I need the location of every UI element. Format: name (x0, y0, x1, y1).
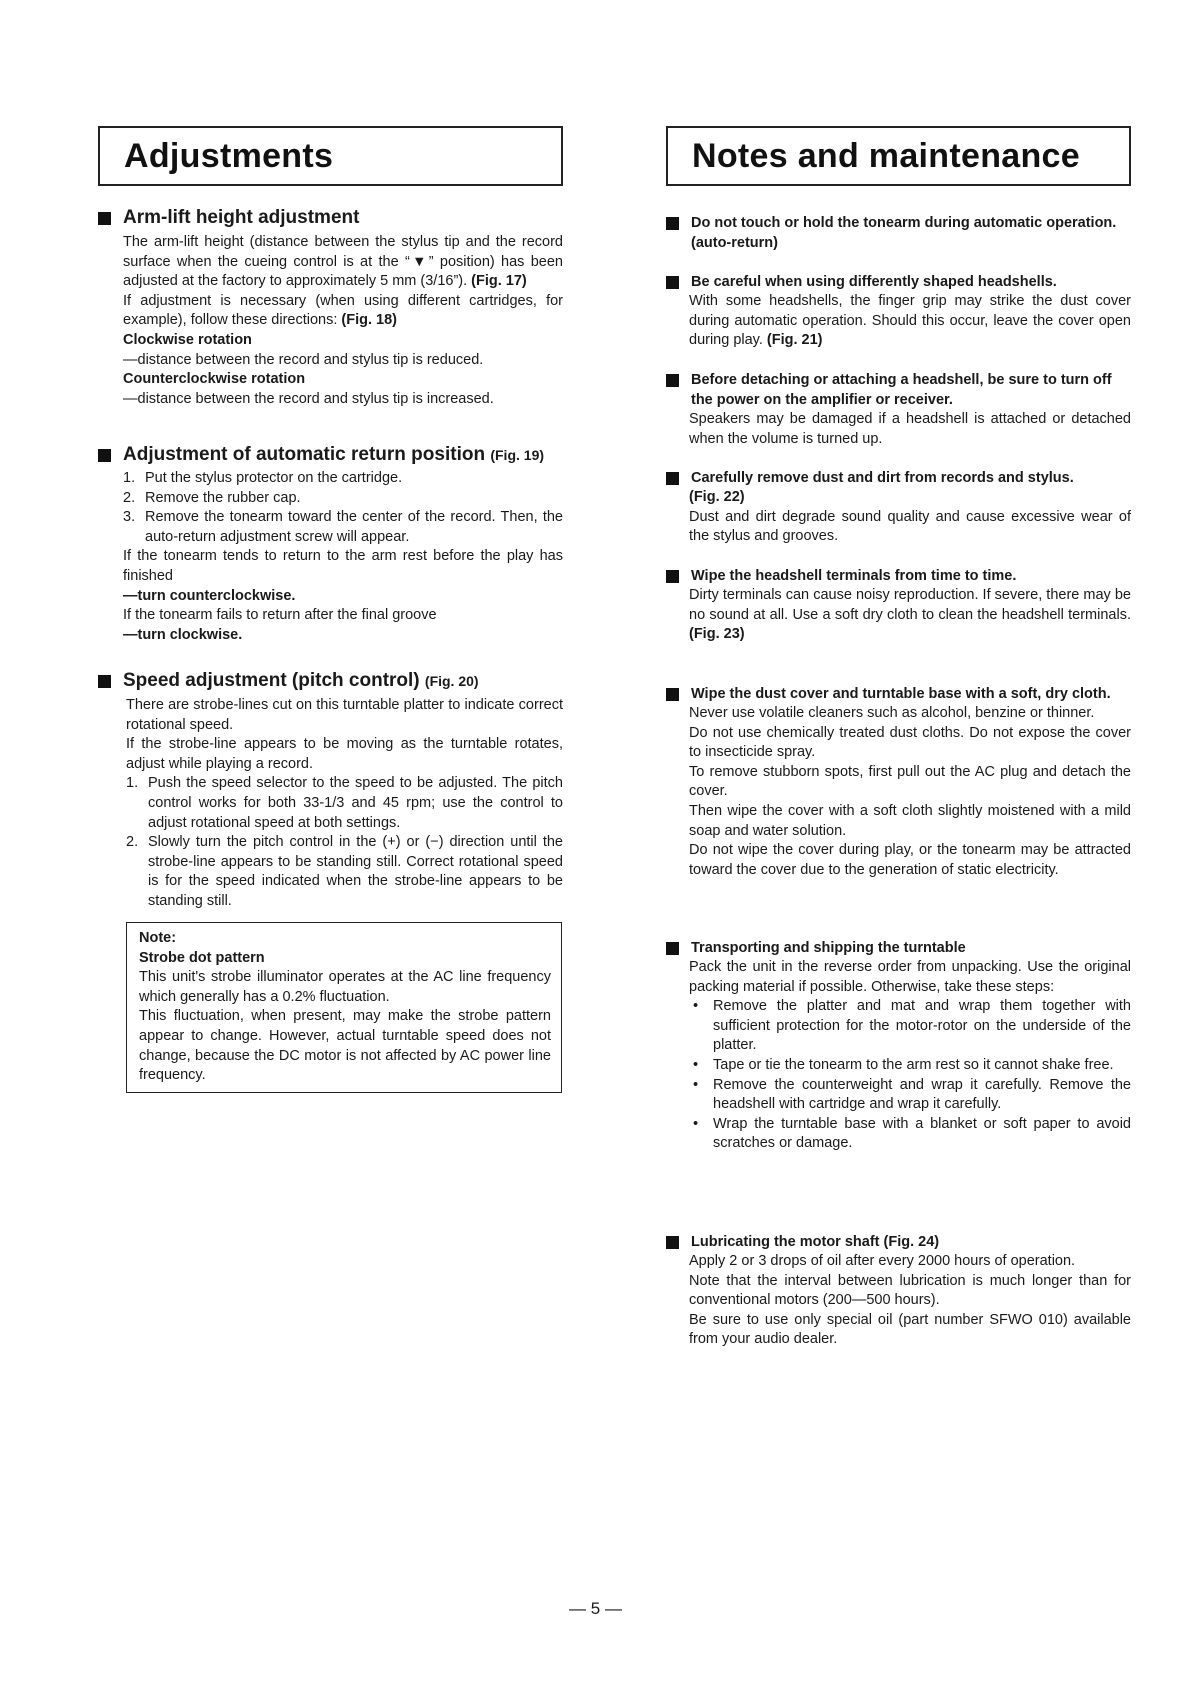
headshell-shape-heading: Be careful when using differently shaped headshells. (691, 274, 1057, 290)
square-bullet-icon (666, 472, 679, 485)
speed-body (98, 696, 563, 912)
dust-cover-section (666, 684, 1131, 880)
note-tonearm-section (666, 213, 1131, 253)
square-bullet-icon (666, 217, 679, 230)
headshell-shape-text: With some headshells, the finger grip may strike the dust cover during automatic operation. Should this occur, leave the cover open during play. (Fig. 21) (689, 293, 1131, 349)
transport-section (666, 938, 1131, 1154)
square-bullet-icon (666, 570, 679, 583)
speed-section (98, 670, 563, 912)
section-title-notes-maintenance: Notes and maintenance (666, 126, 1131, 186)
step-item: 3. Remove the tonearm toward the center of the record. Then, the auto-return adjustment screw will appear. (123, 509, 563, 545)
speed-paragraph-1: There are strobe-lines cut on this turntable platter to indicate correct rotational speed. (126, 697, 563, 733)
square-bullet-icon (98, 449, 111, 462)
note-box (126, 922, 562, 1093)
terminals-text: Dirty terminals can cause noisy reproduction. If severe, there may be no sound at all. Use a soft dry cloth to clean the headshell terminals. (Fig. 23) (689, 587, 1131, 643)
transport-heading: Transporting and shipping the turntable (691, 940, 966, 956)
right-column (666, 126, 1131, 1348)
list-item: • Remove the counterweight and wrap it carefully. Remove the headshell with cartridge and wrap it carefully. (693, 1076, 1131, 1113)
speed-heading-text: Speed adjustment (pitch control) (Fig. 20) (123, 670, 479, 691)
headshell-power-text: Speakers may be damaged if a headshell is attached or detached when the volume is turned up. (689, 411, 1131, 447)
armlift-heading-text: Arm-lift height adjustment (123, 207, 360, 228)
square-bullet-icon (666, 1236, 679, 1249)
fig-ref: (Fig. 17) (471, 273, 527, 290)
armlift-paragraph-1: The arm-lift height (distance between the stylus tip and the record surface when the cueing control is at the “▼” position) has been adjusted at the factory to approximately 5 mm (3/16”). (Fig. 17) (123, 234, 563, 290)
autoreturn-paragraph-1: If the tonearm tends to return to the arm rest before the play has finished (123, 548, 563, 584)
speed-heading (98, 670, 563, 692)
armlift-heading (98, 207, 563, 229)
clockwise-label: Clockwise rotation (123, 331, 252, 348)
dust-cover-paragraph: Then wipe the cover with a soft cloth slightly moistened with a mild soap and water solution. (689, 802, 1131, 839)
headshell-power-heading: Before detaching or attaching a headshell, be sure to turn off the power on the amplifier or receiver. (691, 372, 1112, 408)
autoreturn-heading-text: Adjustment of automatic return position (Fig. 19) (123, 444, 545, 465)
dust-cover-paragraph: Do not wipe the cover during play, or the tonearm may be attracted toward the cover due to the generation of static electricity. (689, 842, 1131, 878)
bullet-dot-icon: • (693, 1115, 699, 1132)
lubrication-paragraph: Apply 2 or 3 drops of oil after every 2000 hours of operation. (689, 1253, 1076, 1269)
dust-records-section (666, 468, 1131, 547)
armlift-section (98, 207, 563, 409)
note-tonearm-heading: Do not touch or hold the tonearm during automatic operation. (auto-return) (691, 215, 1117, 251)
square-bullet-icon (666, 276, 679, 289)
transport-steps (689, 997, 1131, 1154)
armlift-body (98, 233, 563, 409)
fig-ref: (Fig. 21) (766, 332, 823, 349)
section-title-adjustments: Adjustments (98, 126, 563, 186)
fig-ref: (Fig. 22) (689, 489, 745, 505)
bullet-dot-icon: • (693, 1056, 699, 1073)
autoreturn-section (98, 444, 563, 645)
step-item: 2. Remove the rubber cap. (123, 489, 301, 506)
lubrication-paragraph: Be sure to use only special oil (part number SFWO 010) available from your audio dealer. (689, 1311, 1131, 1348)
list-item: • Wrap the turntable base with a blanket or soft paper to avoid scratches or damage. (693, 1115, 1131, 1152)
square-bullet-icon (666, 688, 679, 701)
dust-records-heading: Carefully remove dust and dirt from records and stylus. (691, 470, 1074, 486)
dust-cover-paragraph: Do not use chemically treated dust cloths. Do not expose the cover to insecticide spray. (689, 724, 1131, 761)
note-paragraph-2: This fluctuation, when present, may make the strobe pattern appear to change. However, actual turntable speed does not change, because the DC motor is not affected by AC power line frequency. (139, 1008, 551, 1084)
autoreturn-steps (123, 469, 563, 547)
square-bullet-icon (98, 675, 111, 688)
lubrication-heading: Lubricating the motor shaft (Fig. 24) (691, 1234, 940, 1250)
fig-ref: (Fig. 20) (424, 673, 479, 689)
list-item: • Remove the platter and mat and wrap them together with sufficient protection for the motor-rotor on the underside of the platter. (693, 998, 1131, 1054)
step-item: 1. Put the stylus protector on the cartridge. (123, 470, 403, 486)
autoreturn-heading (98, 444, 563, 466)
speed-steps (126, 774, 563, 911)
note-paragraph-1: This unit's strobe illuminator operates at the AC line frequency which generally has a 0.2% fluctuation. (139, 969, 551, 1005)
terminals-heading: Wipe the headshell terminals from time to time. (691, 568, 1017, 584)
lubrication-paragraph: Note that the interval between lubrication is much longer than for conventional motors (200—500 hours). (689, 1272, 1131, 1309)
dust-cover-heading: Wipe the dust cover and turntable base with a soft, dry cloth. (691, 686, 1111, 702)
left-column (98, 126, 563, 1084)
page-number: — 5 — (569, 1599, 622, 1618)
headshell-power-section (666, 370, 1131, 449)
armlift-paragraph-2: If adjustment is necessary (when using different cartridges, for example), follow these directions: (Fig. 18) (123, 292, 563, 329)
fig-ref: (Fig. 19) (490, 447, 545, 463)
counterclockwise-text: —distance between the record and stylus tip is increased. (123, 390, 494, 407)
square-bullet-icon (666, 942, 679, 955)
square-bullet-icon (98, 212, 111, 225)
fig-ref: (Fig. 23) (689, 626, 745, 643)
transport-text: Pack the unit in the reverse order from unpacking. Use the original packing material if possible. Otherwise, take these steps: (689, 959, 1131, 995)
bullet-dot-icon: • (693, 998, 699, 1015)
note-label: Note: (139, 930, 177, 946)
autoreturn-action-1: —turn counterclockwise. (123, 587, 296, 604)
counterclockwise-label: Counterclockwise rotation (123, 371, 306, 388)
headshell-shape-section (666, 272, 1131, 351)
autoreturn-body (98, 469, 563, 645)
clockwise-text: —distance between the record and stylus tip is reduced. (123, 351, 484, 368)
dust-cover-paragraph: To remove stubborn spots, first pull out the AC plug and detach the cover. (689, 763, 1131, 800)
list-item: • Tape or tie the tonearm to the arm rest so it cannot shake free. (689, 1056, 1131, 1076)
speed-paragraph-2: If the strobe-line appears to be moving as the turntable rotates, adjust while playing a record. (126, 736, 563, 772)
step-item: 2. Slowly turn the pitch control in the (+) or (−) direction until the strobe-line appears to be standing still. Correct rotational speed is for the speed indicated when the strobe-line appears to be standing still. (126, 834, 563, 909)
square-bullet-icon (666, 374, 679, 387)
bullet-dot-icon: • (693, 1076, 699, 1093)
autoreturn-paragraph-2: If the tonearm fails to return after the final groove (123, 607, 437, 624)
step-item: 1. Push the speed selector to the speed to be adjusted. The pitch control works for both 33-1/3 and 45 rpm; use the control to adjust rotational speed at both settings. (126, 775, 563, 831)
dust-records-text: Dust and dirt degrade sound quality and cause excessive wear of the stylus and grooves. (689, 508, 1131, 545)
fig-ref: (Fig. 18) (341, 312, 397, 329)
dust-cover-paragraph: Never use volatile cleaners such as alcohol, benzine or thinner. (689, 705, 1095, 721)
autoreturn-action-2: —turn clockwise. (123, 626, 243, 643)
lubrication-section (666, 1232, 1131, 1350)
note-subtitle: Strobe dot pattern (139, 949, 265, 966)
terminals-section (666, 566, 1131, 645)
